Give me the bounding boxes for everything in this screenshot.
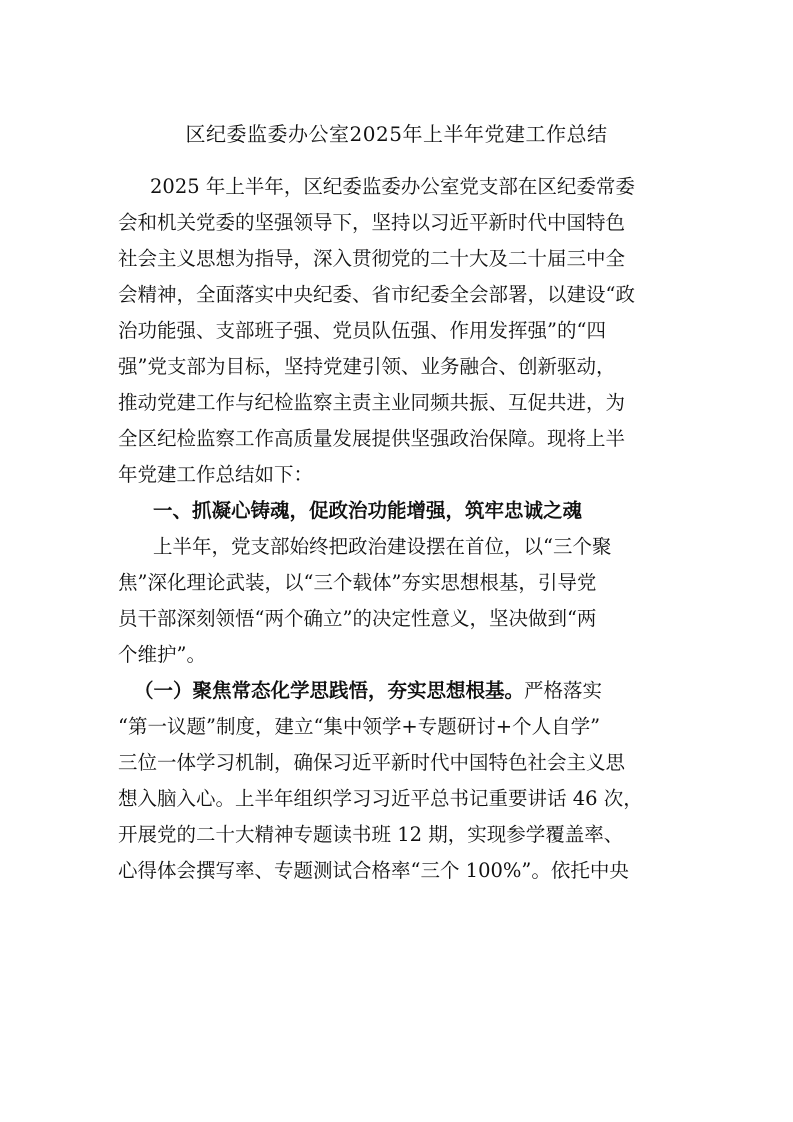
- intro-line: 治功能强、支部班子强、党员队伍强、作用发挥强”的“四: [118, 319, 606, 342]
- intro-line: 年党建工作总结如下：: [118, 463, 314, 486]
- subsection-line: 开展党的二十大精神专题读书班 12 期，实现参学覆盖率、: [118, 823, 624, 846]
- section-line: 个维护”。: [118, 643, 206, 666]
- section-line: 焦”深化理论武装，以“三个载体”夯实思想根基，引导党: [118, 571, 597, 594]
- intro-line: 2025 年上半年，区纪委监委办公室党支部在区纪委常委: [150, 175, 635, 198]
- intro-line: 强”党支部为目标，坚持党建引领、业务融合、创新驱动，: [118, 355, 616, 378]
- section-line: 员干部深刻领悟“两个确立”的决定性意义，坚决做到“两: [118, 607, 597, 630]
- subsection-line: “第一议题”制度，建立“集中领学+专题研讨+个人自学”: [118, 715, 601, 738]
- section-heading: 一、抓凝心铸魂，促政治功能增强，筑牢忠诚之魂: [153, 499, 583, 522]
- subsection-line: 心得体会撰写率、专题测试合格率“三个 100%”。依托中央: [118, 859, 629, 882]
- intro-line: 会和机关党委的坚强领导下，坚持以习近平新时代中国特色: [118, 211, 626, 234]
- intro-line: 推动党建工作与纪检监察主责主业同频共振、互促共进，为: [118, 391, 626, 414]
- subsection-line: 三位一体学习机制，确保习近平新时代中国特色社会主义思: [118, 751, 626, 774]
- intro-line: 社会主义思想为指导，深入贯彻党的二十大及二十届三中全: [118, 247, 626, 270]
- intro-line: 会精神，全面落实中央纪委、省市纪委全会部署，以建设“政: [118, 283, 635, 306]
- subsection-first-line-rest: 严格落实: [524, 679, 603, 702]
- document-title: 区纪委监委办公室2025年上半年党建工作总结: [185, 122, 608, 146]
- intro-line: 全区纪检监察工作高质量发展提供坚强政治保障。现将上半: [118, 427, 626, 450]
- subsection-line: 想入脑入心。上半年组织学习习近平总书记重要讲话 46 次，: [118, 787, 643, 810]
- subsection-first-line: [134, 678, 602, 704]
- subsection-heading: （一）聚焦常态化学思践悟，夯实思想根基。: [134, 679, 525, 702]
- section-line: 上半年，党支部始终把政治建设摆在首位，以“三个聚: [153, 535, 612, 558]
